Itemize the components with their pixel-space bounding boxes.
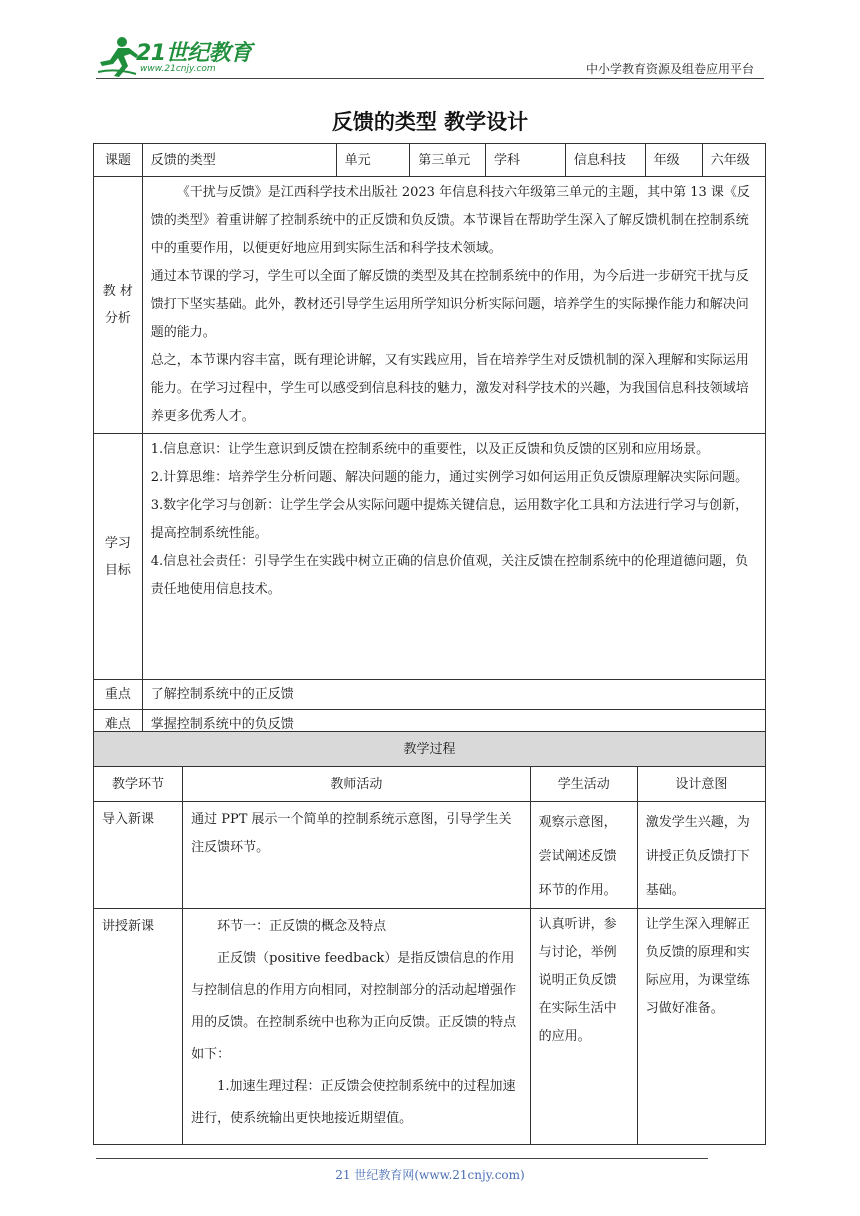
subject-label: 学科 <box>485 144 565 177</box>
col-student: 学生活动 <box>530 767 637 802</box>
material-paragraph-2: 通过本节课的学习，学生可以全面了解反馈的类型及其在控制系统中的作用，为今后进一步研究干扰与反馈打下坚实基础。此外，教材还引导学生运用所学知识分析实际问题，培养学生的实际操作能力和解决问题的能力。 <box>150 269 749 340</box>
goal-2: 2.计算思维：培养学生分析问题、解决问题的能力，通过实例学习如何运用正负反馈原理解决实际问题。 <box>150 470 749 485</box>
student-cell: 认真听讲，参与讨论，举例说明正负反馈在实际生活中的应用。 <box>530 909 637 1145</box>
key-point-label: 重点 <box>94 680 143 710</box>
table-row <box>94 802 766 909</box>
teacher-text: 环节一：正反馈的概念及特点 <box>217 919 387 934</box>
info-row <box>94 144 766 177</box>
goals-label-1: 学习 <box>104 535 131 551</box>
material-label-2: 分析 <box>104 311 131 326</box>
goals-label <box>94 434 143 680</box>
teaching-process-table <box>93 731 766 1145</box>
teacher-cell <box>183 909 531 1145</box>
stage-cell: 导入新课 <box>94 802 183 909</box>
intent-cell: 让学生深入理解正负反馈的原理和实际应用，为课堂练习做好准备。 <box>637 909 765 1145</box>
grade-value: 六年级 <box>702 144 765 177</box>
goal-4: 4.信息社会责任：引导学生在实践中树立正确的信息价值观，关注反馈在控制系统中的伦理道德问题，负责任地使用信息技术。 <box>150 554 749 597</box>
goals-row <box>94 434 766 680</box>
key-point-text: 了解控制系统中的正反馈 <box>142 680 765 710</box>
student-cell: 观察示意图，尝试阐述反馈环节的作用。 <box>530 802 637 909</box>
goal-1: 1.信息意识：让学生意识到反馈在控制系统中的重要性，以及正反馈和负反馈的区别和应用场景。 <box>150 442 710 457</box>
col-stage: 教学环节 <box>94 767 183 802</box>
unit-label: 单元 <box>336 144 410 177</box>
grade-label: 年级 <box>645 144 702 177</box>
logo-text: 21世纪教育 <box>136 41 252 66</box>
lesson-info-table <box>93 143 766 740</box>
goal-3: 3.数字化学习与创新：让学生学会从实际问题中提炼关键信息，运用数字化工具和方法进行学习与创新，提高控制系统性能。 <box>150 498 749 541</box>
teacher-text: 1.加速生理过程：正反馈会使控制系统中的过程加速进行，使系统输出更快地接近期望值。 <box>191 1079 516 1126</box>
header-divider <box>96 78 764 79</box>
topic-label: 课题 <box>94 144 143 177</box>
difficulty-label: 难点 <box>94 710 143 740</box>
stage-cell: 讲授新课 <box>94 909 183 1145</box>
col-teacher: 教师活动 <box>183 767 531 802</box>
site-logo <box>96 34 266 78</box>
process-header-row <box>94 767 766 802</box>
platform-name: 中小学教育资源及组卷应用平台 <box>585 62 754 76</box>
topic-value: 反馈的类型 <box>142 144 336 177</box>
runner-logo-icon <box>96 34 138 78</box>
material-label-1: 教 材 <box>102 284 133 299</box>
material-paragraph-1: 《干扰与反馈》是江西科学技术出版社 2023 年信息科技六年级第三单元的主题，其中第 13 课《反馈的类型》着重讲解了控制系统中的正反馈和负反馈。本节课旨在帮助学生深入了解反馈机制在控制系统中的重要作用，以便更好地应用到实际生活和科学技术领域。 <box>150 185 750 256</box>
table-row <box>94 909 766 1145</box>
footer-divider <box>96 1158 708 1159</box>
process-title: 教学过程 <box>94 732 766 767</box>
material-label <box>94 177 143 434</box>
key-point-row <box>94 680 766 710</box>
material-content <box>142 177 765 434</box>
logo-url: www.21cnjy.com <box>140 64 216 74</box>
teacher-text: 通过 PPT 展示一个简单的控制系统示意图，引导学生关注反馈环节。 <box>191 812 512 855</box>
goals-label-2: 目标 <box>104 562 131 578</box>
teacher-cell <box>183 802 531 909</box>
unit-value: 第三单元 <box>410 144 486 177</box>
footer-link[interactable]: 21 世纪教育网(www.21cnjy.com) <box>335 1168 525 1182</box>
material-row <box>94 177 766 434</box>
col-intent: 设计意图 <box>637 767 765 802</box>
difficulty-text: 掌握控制系统中的负反馈 <box>142 710 765 740</box>
intent-cell: 激发学生兴趣，为讲授正负反馈打下基础。 <box>637 802 765 909</box>
page-title: 反馈的类型 教学设计 <box>331 110 529 134</box>
teacher-text: 正反馈（positive feedback）是指反馈信息的作用与控制信息的作用方向相同，对控制部分的活动起增强作用的反馈。在控制系统中也称为正向反馈。正反馈的特点如下： <box>191 951 517 1062</box>
subject-value: 信息科技 <box>565 144 645 177</box>
material-paragraph-3: 总之，本节课内容丰富，既有理论讲解，又有实践应用，旨在培养学生对反馈机制的深入理解和实际运用能力。在学习过程中，学生可以感受到信息科技的魅力，激发对科学技术的兴趣，为我国信息科技领域培养更多优秀人才。 <box>150 353 749 424</box>
goals-content <box>142 434 765 680</box>
